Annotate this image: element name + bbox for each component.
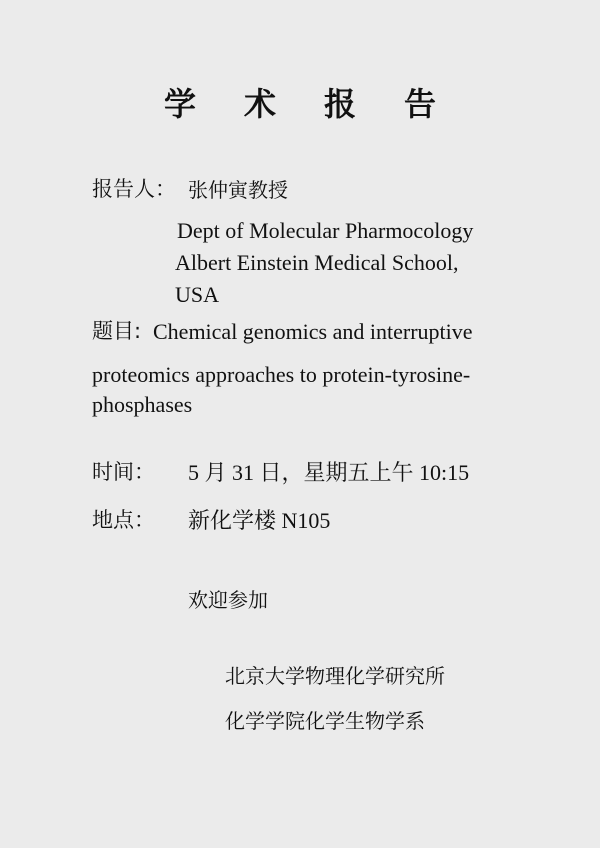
affiliation-line-2: Albert Einstein Medical School, [175, 250, 459, 275]
speaker-label: 报告人： [92, 177, 176, 201]
page-title: 学 术 报 告 [163, 86, 456, 122]
location-value: 新化学楼 N105 [188, 508, 331, 533]
location-label: 地点： [92, 508, 155, 532]
speaker-name: 张仲寅教授 [188, 178, 288, 202]
topic-line-3: phosphases [92, 392, 193, 417]
organizer-line-1: 北京大学物理化学研究所 [225, 664, 445, 688]
affiliation-line-3: USA [175, 282, 220, 307]
topic-line-2: proteomics approaches to protein-tyrosine- [92, 362, 471, 387]
time-value: 5 月 31 日，星期五上午 10:15 [188, 460, 470, 485]
organizer-line-2: 化学学院化学生物学系 [225, 709, 425, 733]
topic-label: 题目: [92, 319, 142, 343]
topic-line-1: Chemical genomics and interruptive [153, 319, 473, 344]
time-label: 时间： [92, 460, 155, 484]
affiliation-line-1: Dept of Molecular Pharmocology [177, 218, 474, 243]
welcome-text: 欢迎参加 [188, 588, 268, 612]
